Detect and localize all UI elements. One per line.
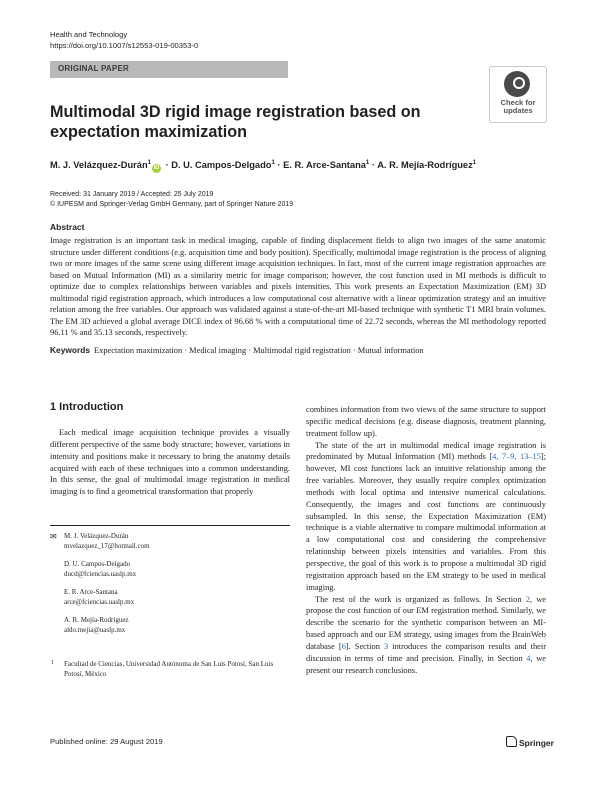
section-link-3[interactable]: 3 — [384, 641, 389, 651]
intro-right-column — [306, 404, 546, 676]
section-link-2[interactable]: 2 — [525, 594, 530, 604]
journal-doi[interactable]: https://doi.org/10.1007/s12553-019-00353-0 — [50, 40, 199, 50]
journal-header — [50, 30, 198, 51]
envelope-icon: ✉ — [50, 532, 57, 541]
author-affiliation-mark: 1 — [472, 160, 477, 166]
abstract-text: Image registration is an important task in medical imaging, capable of finding displacement fields to align two images of the same anatomic structure under different conditions (e.g. acquisition time and body position). Specifically, multimodal image registration is the process of aligning two or more images of the same scene using different image acquisition techniques. In fact, most of the current image registration approaches are based on Mutual Information (MI) as a similarity metric for image comparison; however, the cost function used in MI methods is difficult to optimize due to complex relationships between variables and pixels intensities. This work presents an Expectation Maximization (EM) 3D multimodal rigid registration approach, which introduces a low computational cost alternative with a linear optimization strategy and an intuitive relation among the free variables. Our approach was validated against a state-of-the-art MI-based technique with synthetic T1 MRI brain volumes. The EM 3D achieved a global average DICE index of 96.68 % with a computational time of 22.72 seconds, whereas the MI methodology reported 96.11 % and 35.13 seconds, respectively. — [50, 236, 546, 337]
correspondence-entry — [64, 616, 129, 635]
correspondence-name: M. J. Velázquez-Durán — [64, 532, 129, 540]
author-affiliation-mark: 1 — [271, 160, 275, 166]
article-type-label: ORIGINAL PAPER — [58, 64, 129, 73]
correspondence-email[interactable]: aldo.mejia@uaslp.mx — [64, 625, 126, 634]
badge-line-1: Check for — [500, 98, 536, 107]
received-accepted: Received: 31 January 2019 / Accepted: 25 July 2019 — [50, 191, 214, 198]
correspondence-name: E. R. Arce-Santana — [64, 588, 118, 596]
correspondence-entry — [64, 588, 134, 607]
publisher-name: Springer — [519, 738, 554, 748]
section-heading-introduction: 1 Introduction — [50, 401, 124, 413]
springer-horse-icon — [506, 736, 517, 747]
journal-name: Health and Technology — [50, 30, 128, 39]
correspondence-email[interactable]: arce@fciencias.uaslp.mx — [64, 597, 135, 606]
intro-paragraph-1: Each medical image acquisition technique provides a visually different perspective of the same body structure; however, variations in intensity and positions make it necessary to bring the anatomy details acquired with each of these techniques into a common understanding. In this sense, the goal of multimodal image registration in medical imaging is to find a geometrical transformation that properly — [50, 428, 290, 497]
abstract-heading: Abstract — [50, 222, 85, 232]
author-affiliation-mark: 1 — [147, 160, 151, 166]
correspondence-email[interactable]: ducd@fciencias.uaslp.mx — [64, 569, 137, 578]
correspondence-name: A. R. Mejía-Rodríguez — [64, 616, 129, 624]
author-name[interactable]: M. J. Velázquez-Durán — [50, 160, 148, 170]
intro-paragraph-1-cont: combines information from two views of the same structure to support specific medical decisions (e.g. disease diagnosis, treatment planning, treatment follow up). — [306, 405, 546, 438]
keywords-label: Keywords — [50, 345, 91, 355]
keywords — [50, 345, 546, 356]
correspondence-email[interactable]: mvelazquez_17@hotmail.com — [64, 541, 150, 550]
orcid-icon[interactable]: iD — [153, 165, 160, 171]
copyright-line: © IUPESM and Springer-Verlag GmbH Germany, part of Springer Nature 2019 — [50, 200, 294, 208]
paper-title: Multimodal 3D rigid image registration based on expectation maximization — [50, 103, 421, 141]
author-name[interactable]: D. U. Campos-Delgado — [171, 160, 272, 170]
intro-paragraph-3: The rest of the work is organized as follows. In Section 2, we propose the cost function of our EM registration method. Similarly, we describe the scenario for the synthetic comparison between an MI-based approach and our EM strategy, using images from the BrainWeb database [6]. Section 3 introduces the comparison results and their discussion in terms of time and precision. Finally, in Section 4, we present our research conclusions. — [306, 594, 547, 675]
correspondence-name: D. U. Campos-Delgado — [64, 560, 131, 568]
article-type-banner — [50, 61, 288, 78]
correspondence-entry — [64, 560, 136, 579]
publisher-logo — [506, 736, 554, 748]
affiliation-text: Facultad de Ciencias, Universidad Autónoma de San Luis Potosí, San Luis Potosí, México — [64, 660, 274, 678]
published-online: Published online: 29 August 2019 — [50, 737, 163, 746]
badge-line-2: updates — [503, 106, 533, 115]
correspondence-entry — [64, 532, 150, 551]
article-dates — [50, 190, 293, 209]
crossmark-icon — [504, 71, 530, 97]
check-for-updates-badge[interactable] — [489, 66, 547, 123]
keywords-list: Expectation maximization · Medical imaging · Multimodal rigid registration · Mutual information — [94, 346, 424, 355]
section-link-4[interactable]: 4 — [526, 653, 531, 663]
author-affiliation-mark: 1 — [365, 160, 370, 166]
author-list: M. J. Velázquez-Durán$^1$iD · D. U. Campos-Delgado$^1$ · E. R. Arce-Santana$^1$ · A. R. Mejía-Rodríguez$^1$ — [50, 160, 477, 171]
intro-paragraph-2: The state of the art in multimodal medical image registration is predominated by Mutual Information (MI) methods [4, 7–9, 13–15]; however, MI cost functions lack an intuitive relationship among the free variables. Moreover, they usually require complex optimization methods with local optima and intensive numerical calculations. Consequently, the images and cost functions are continuously subsampled. In this sense, the Expectation Maximization (EM) technique is a viable alternative to compare multimodal information at a low computational cost and considering the comprehensive relationship between pixels intensities and variables. From this perspective, the goal of this work is to propose a multimodal 3D rigid registration approach based on the EM strategy to be used in medical imaging. — [306, 440, 547, 592]
author-name[interactable]: A. R. Mejía-Rodríguez — [377, 160, 473, 170]
citation-link[interactable]: 4, 7–9, 13–15 — [492, 452, 541, 462]
intro-left-column — [50, 427, 290, 498]
author-name[interactable]: E. R. Arce-Santana — [283, 160, 366, 170]
citation-link[interactable]: 6 — [341, 641, 346, 651]
affiliation-number: 1 — [51, 660, 54, 666]
footnote-divider — [50, 525, 290, 526]
